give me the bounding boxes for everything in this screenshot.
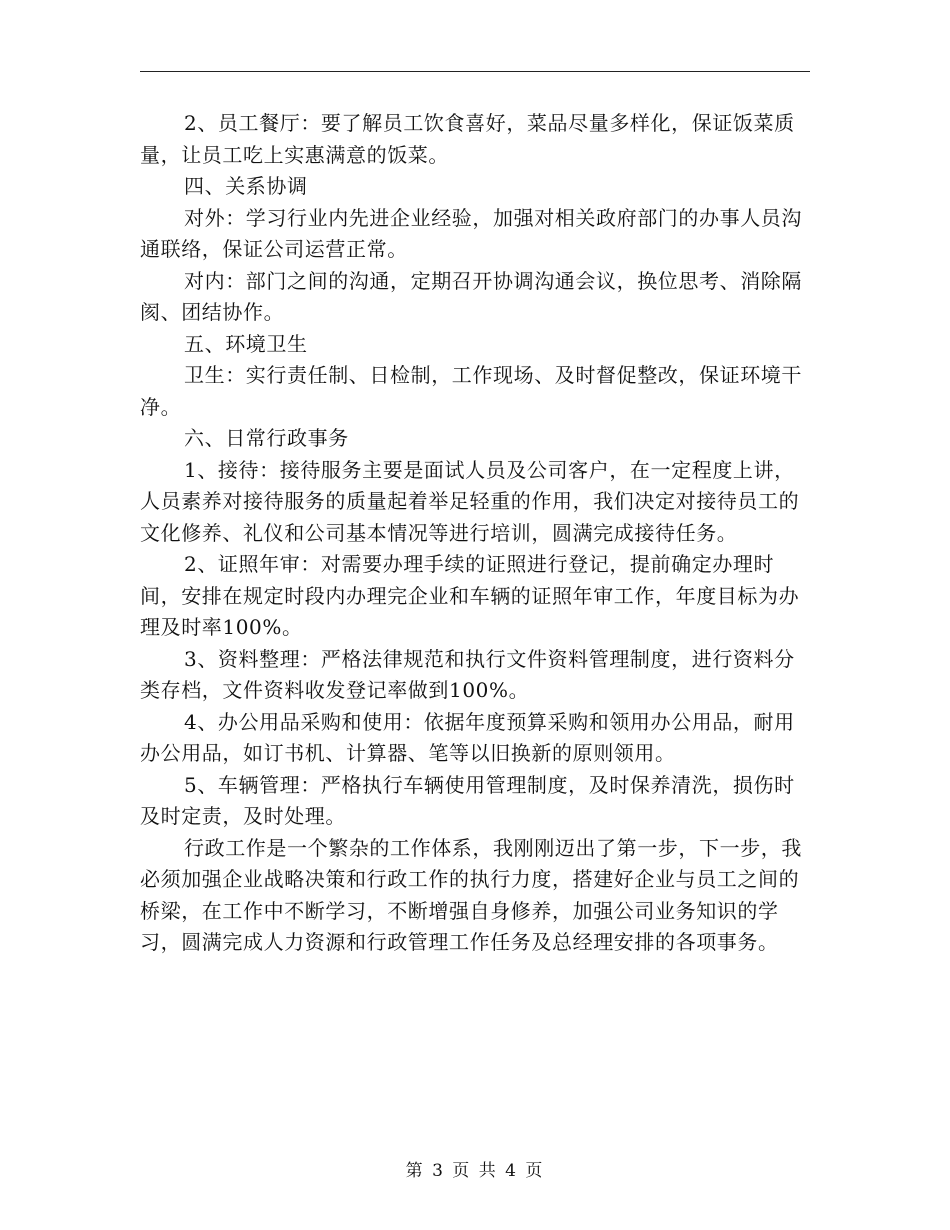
- page-number: 第 3 页 共 4 页: [405, 1161, 545, 1181]
- paragraph: 对外：学习行业内先进企业经验，加强对相关政府部门的办事人员沟通联络，保证公司运营正常。: [140, 205, 802, 261]
- paragraph: 5、车辆管理：严格执行车辆使用管理制度，及时保养清洗，损伤时及时定责，及时处理。: [140, 772, 795, 828]
- paragraph: 卫生：实行责任制、日检制，工作现场、及时督促整改，保证环境干净。: [140, 363, 802, 419]
- paragraph: 2、证照年审：对需要办理手续的证照进行登记，提前确定办理时间，安排在规定时段内办理完企业和车辆的证照年审工作，年度目标为办理及时率100%。: [140, 552, 800, 639]
- paragraph: 对内：部门之间的沟通，定期召开协调沟通会议，换位思考、消除隔阂、团结协作。: [140, 268, 802, 324]
- section-heading: 四、关系协调: [184, 174, 308, 198]
- section-heading: 五、环境卫生: [184, 331, 308, 356]
- section-heading: 六、日常行政事务: [184, 426, 349, 450]
- document-body: [140, 108, 812, 959]
- paragraph: 1、接待：接待服务主要是面试人员及公司客户，在一定程度上讲，人员素养对接待服务的质量起着举足轻重的作用，我们决定对接待员工的文化修养、礼仪和公司基本情况等进行培训，圆满完成接待任务。: [140, 457, 800, 545]
- paragraph: 行政工作是一个繁杂的工作体系，我刚刚迈出了第一步，下一步，我必须加强企业战略决策和行政工作的执行力度，搭建好企业与员工之间的桥梁，在工作中不断学习，不断增强自身修养，加强公司业务知识的学习，圆满完成人力资源和行政管理工作任务及总经理安排的各项事务。: [140, 835, 802, 954]
- paragraph: 2、员工餐厅：要了解员工饮食喜好，菜品尽量多样化，保证饭菜质量，让员工吃上实惠满意的饭菜。: [140, 111, 795, 167]
- paragraph: 3、资料整理：严格法律规范和执行文件资料管理制度，进行资料分类存档，文件资料收发登记率做到100%。: [140, 646, 795, 702]
- paragraph: 4、办公用品采购和使用：依据年度预算采购和领用办公用品，耐用办公用品，如订书机、计算器、笔等以旧换新的原则领用。: [140, 709, 795, 765]
- header-rule: [140, 71, 810, 72]
